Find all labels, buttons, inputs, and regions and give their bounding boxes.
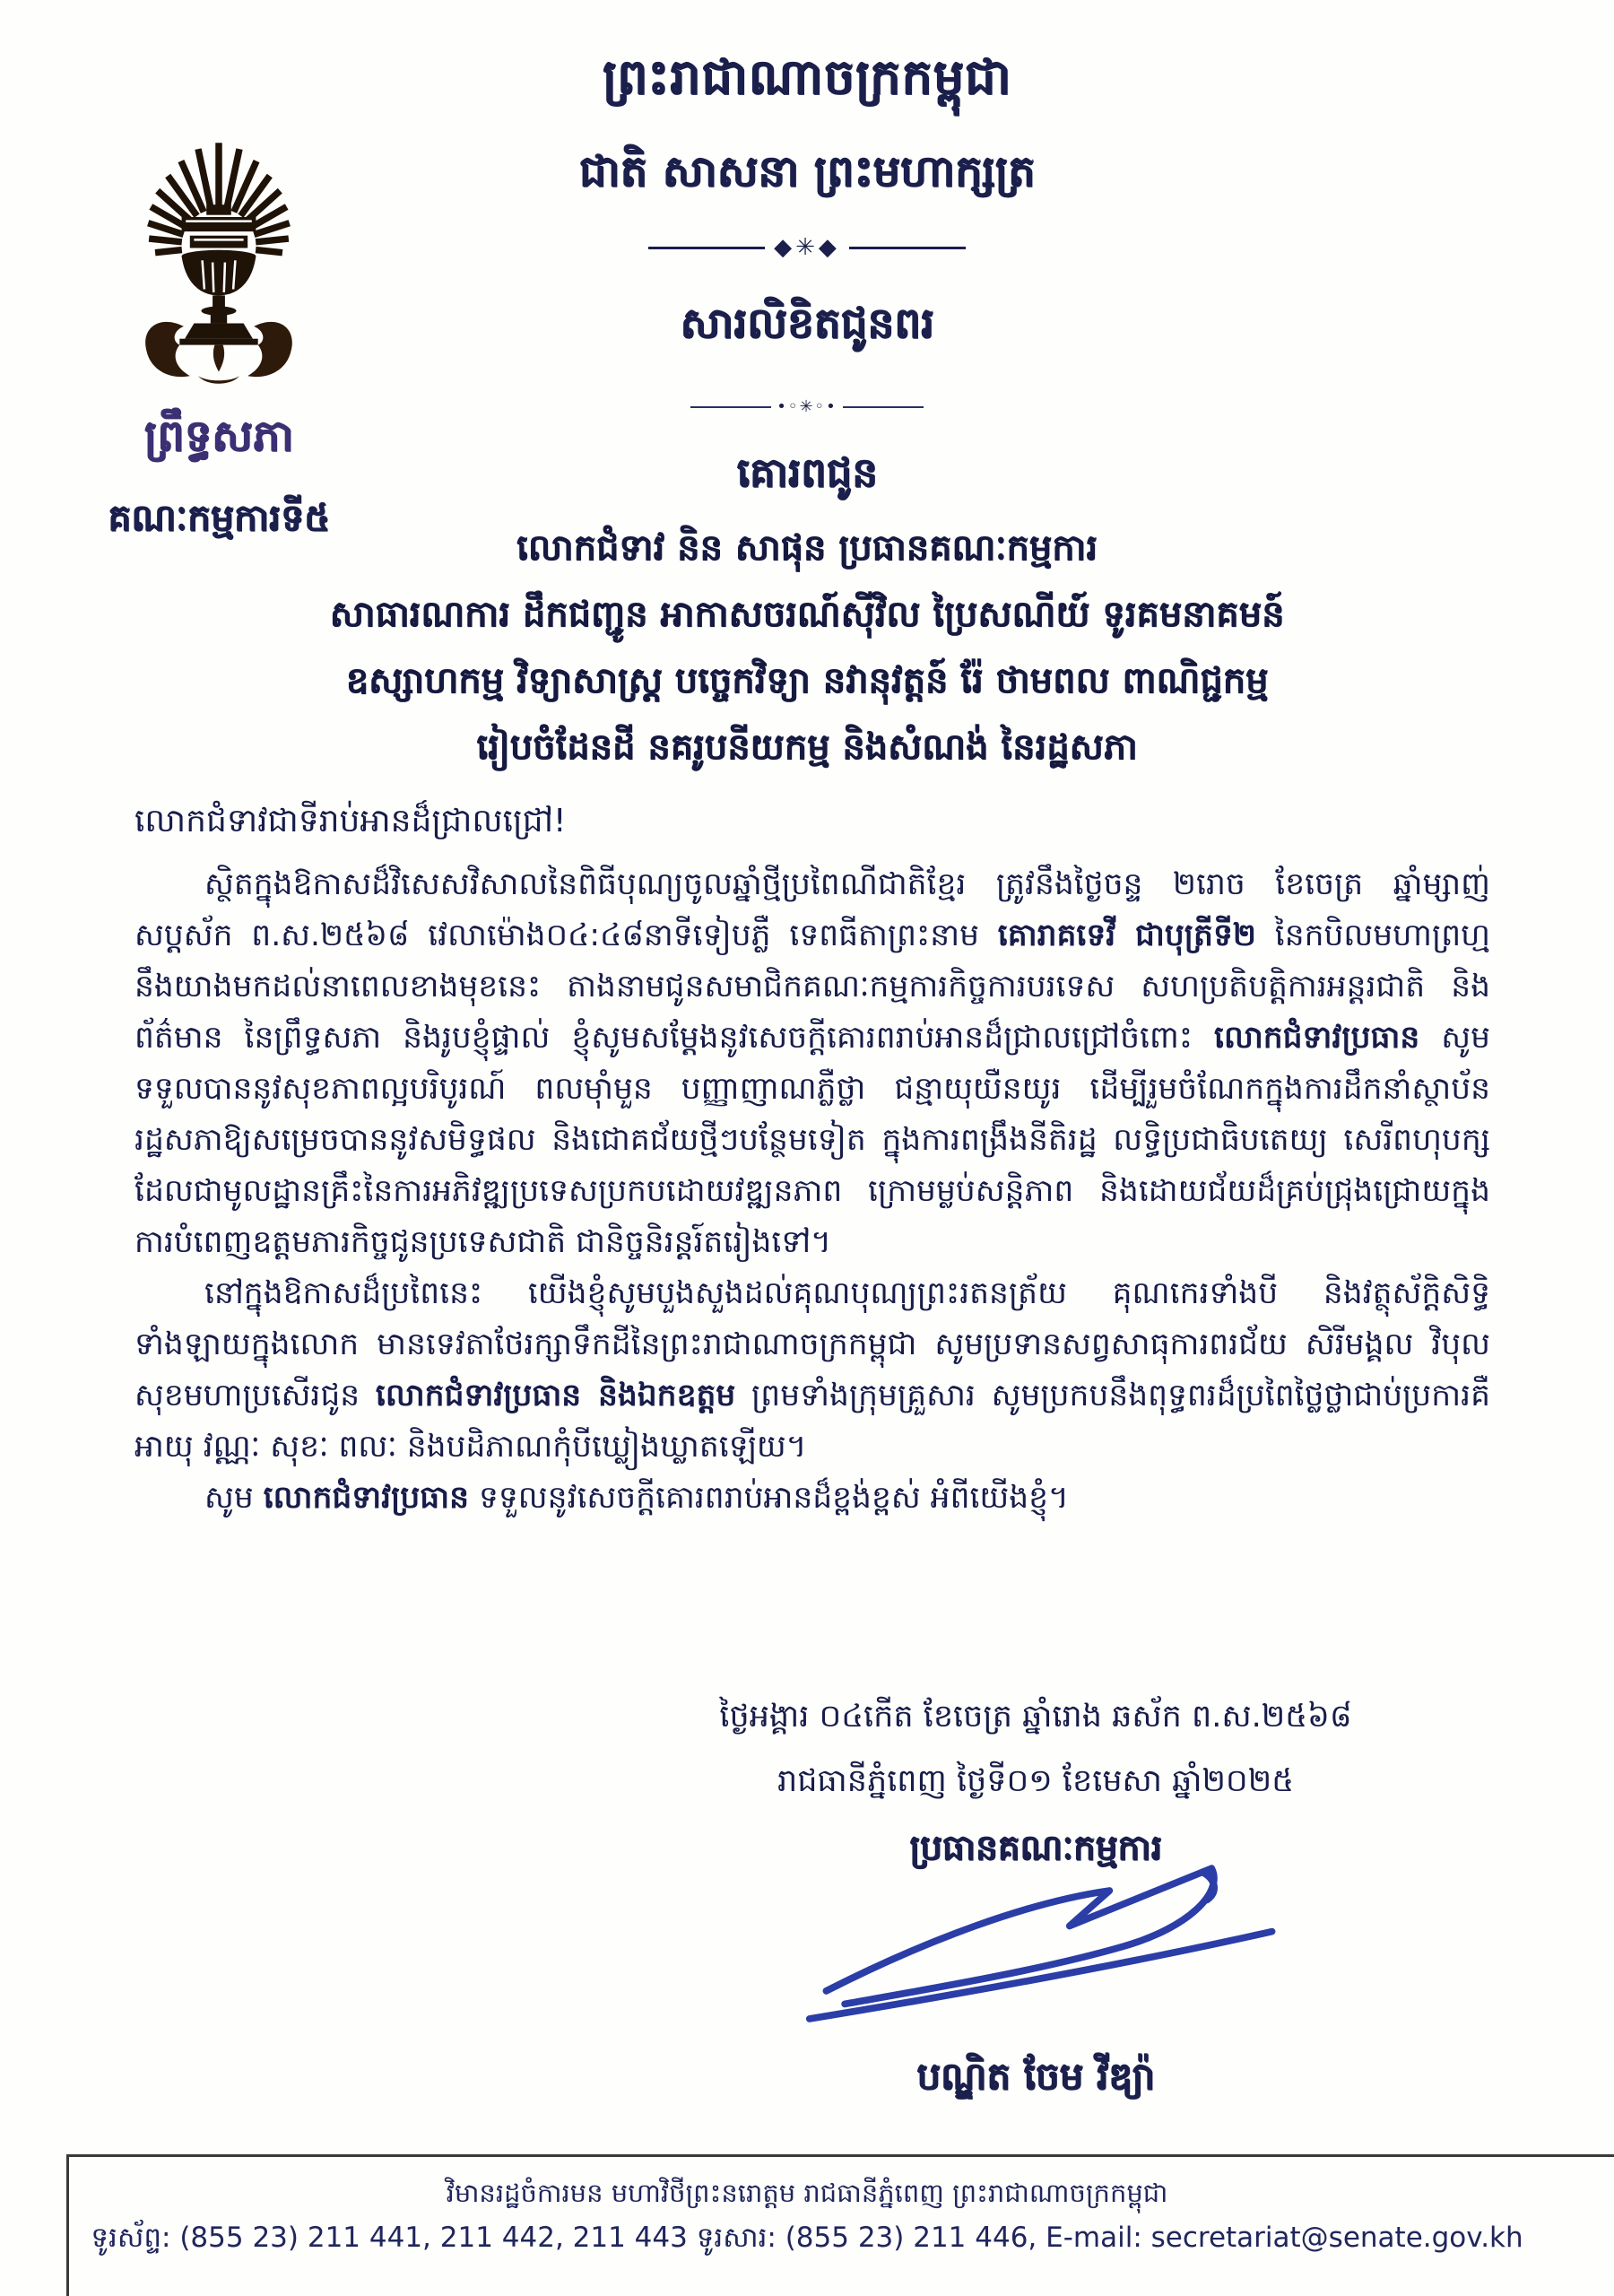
title-divider-line-left xyxy=(690,406,771,408)
commission-name: គណៈកម្មការទី៥ xyxy=(108,496,330,539)
body-paragraphs xyxy=(134,859,1490,1524)
addressee-line: សាធារណការ ដឹកជញ្ជូន អាកាសចរណ៍ស៊ីវិល ប្រៃសណីយ៍ ទូរគមនាគមន៍ xyxy=(329,594,1285,635)
institution-name: ព្រឹទ្ធសភា xyxy=(143,411,294,461)
title-block xyxy=(0,296,1614,416)
title-divider xyxy=(0,397,1614,416)
signer-title: ប្រធានគណៈកម្មការ xyxy=(909,1828,1162,1868)
body-paragraph: នៅក្នុងឱកាសដ៏ប្រពៃនេះ យើងខ្ញុំសូមបួងសួងដល់គុណបុណ្យព្រះរតនត្រ័យ គុណកេរទាំងបី និងវត្ថុស័ក្តិសិទ្ធិទាំងឡាយក្នុងលោក មានទេវតាថែរក្សាទឹកដីនៃព្រះរាជាណាចក្រកម្ពុជា សូមប្រទានសព្វសាធុការពរជ័យ សិរីមង្គល វិបុលសុខមហាប្រសើរជូន លោកជំទាវប្រធាន និងឯកឧត្តម ព្រមទាំងក្រុមគ្រួសារ សូមប្រកបនឹងពុទ្ធពរដ៏ប្រពៃថ្លៃថ្លាជាប់ប្រការគឺ អាយុ វណ្ណៈ សុខៈ ពលៈ និងបដិភាណកុំបីឃ្លៀងឃ្លាតឡើយ។ xyxy=(134,1275,1491,1465)
respect-heading: គោរពជូន xyxy=(736,448,878,496)
divider-line-right xyxy=(849,247,966,249)
divider-line-left xyxy=(648,247,765,249)
title-divider-line-right xyxy=(843,406,924,408)
footer-rule xyxy=(66,2154,1614,2157)
signature-block xyxy=(789,1830,1309,2054)
date-line-lunar: ថ្ងៃអង្គារ ០៤កើត ខែចេត្រ ឆ្នាំរោង ឆស័ក ព.ស.២៥៦៨ xyxy=(719,1699,1352,1735)
title-divider-ornament-icon: •◦✳◦• xyxy=(777,397,837,416)
addressee-line: រៀបចំដែនដី នគរូបនីយកម្ម និងសំណង់ នៃរដ្ឋសភា xyxy=(476,726,1138,768)
addressee-line: លោកជំទាវ និន សាផុន ប្រធានគណៈកម្មការ xyxy=(516,527,1098,569)
footer-contact: ទូរស័ព្ទ: (855 23) 211 441, 211 442, 211 443 ទូរសារ: (855 23) 211 446, E-mail: secretariat@senate.gov.kh xyxy=(91,2222,1523,2254)
date-line-gregorian: រាជធានីភ្នំពេញ ថ្ងៃទី០១ ខែមេសា ឆ្នាំ២០២៥ xyxy=(777,1763,1294,1799)
signer-name: បណ្ឌិត ចែម វីឌ្យ៉ា xyxy=(916,2054,1155,2098)
signature-icon xyxy=(789,1830,1309,2054)
body-paragraph: សូម លោកជំទាវប្រធាន ទទួលនូវសេចក្តីគោរពរាប់អានដ៏ខ្ពង់ខ្ពស់ អំពីយើងខ្ញុំ។ xyxy=(204,1480,1069,1516)
footer-address: វិមានរដ្ឋចំការមន មហាវិថីព្រះនរោត្តម រាជធានីភ្នំពេញ ព្រះរាជាណាចក្រកម្ពុជា xyxy=(446,2178,1168,2208)
document-title: សារលិខិតជូនពរ xyxy=(680,299,934,348)
addressee-line: ឧស្សាហកម្ម វិទ្យាសាស្ត្រ បច្ចេកវិទ្យា នវានុវត្តន៍ រ៉ែ ថាមពល ពាណិជ្ជកម្ម xyxy=(345,660,1269,701)
addressee-block xyxy=(72,515,1542,780)
body-paragraph: ស្ថិតក្នុងឱកាសដ៏វិសេសវិសាលនៃពិធីបុណ្យចូលឆ្នាំថ្មីប្រពៃណីជាតិខ្មែរ ត្រូវនឹងថ្ងៃចន្ទ ២រោច ខែចេត្រ ឆ្នាំម្សាញ់ សប្តស័ក ព.ស.២៥៦៨ វេលាម៉ោង០៤:៤៨នាទីទៀបភ្លឺ ទេពធីតាព្រះនាម គោរាគទេវី ជាបុត្រីទី២ នៃកបិលមហាព្រហ្ម នឹងយាងមកដល់នាពេលខាងមុខនេះ តាងនាមជូនសមាជិកគណៈកម្មការកិច្ចការបរទេស សហប្រតិបត្តិការអន្តរជាតិ និងព័ត៌មាន នៃព្រឹទ្ធសភា និងរូបខ្ញុំផ្ទាល់ ខ្ញុំសូមសម្តែងនូវសេចក្តីគោរពរាប់អានដ៏ជ្រាលជ្រៅចំពោះ លោកជំទាវប្រធាន សូមទទួលបាននូវសុខភាពល្អបរិបូរណ៍ ពលម៉ាំមួន បញ្ញាញាណភ្លឺថ្លា ជន្មាយុយឺនយូរ ដើម្បីរួមចំណែកក្នុងការដឹកនាំស្ថាប័នរដ្ឋសភាឱ្យសម្រេចបាននូវសមិទ្ធផល និងជោគជ័យថ្មីៗបន្ថែមទៀត ក្នុងការពង្រឹងនីតិរដ្ឋ លទ្ធិប្រជាធិបតេយ្យ សេរីពហុបក្ស ដែលជាមូលដ្ឋានគ្រឹះនៃការអភិវឌ្ឍប្រទេសប្រកបដោយវឌ្ឍនភាព ក្រោមម្លប់សន្តិភាព និងដោយជ័យដ៏គ្រប់ជ្រុងជ្រោយក្នុងការបំពេញឧត្តមភារកិច្ចជូនប្រទេសជាតិ ជានិច្ចនិរន្តរ៍តរៀងទៅ។ xyxy=(134,866,1490,1260)
nation-religion-king: ជាតិ សាសនា ព្រះមហាក្សត្រ xyxy=(578,146,1036,196)
divider-ornament-icon: ◆✳◆ xyxy=(774,234,840,261)
kingdom-title: ព្រះរាជាណាចក្រកម្ពុជា xyxy=(602,48,1012,105)
greeting-line: លោកជំទាវជាទីរាប់អានដ៏ជ្រាលជ្រៅ! xyxy=(134,803,567,839)
